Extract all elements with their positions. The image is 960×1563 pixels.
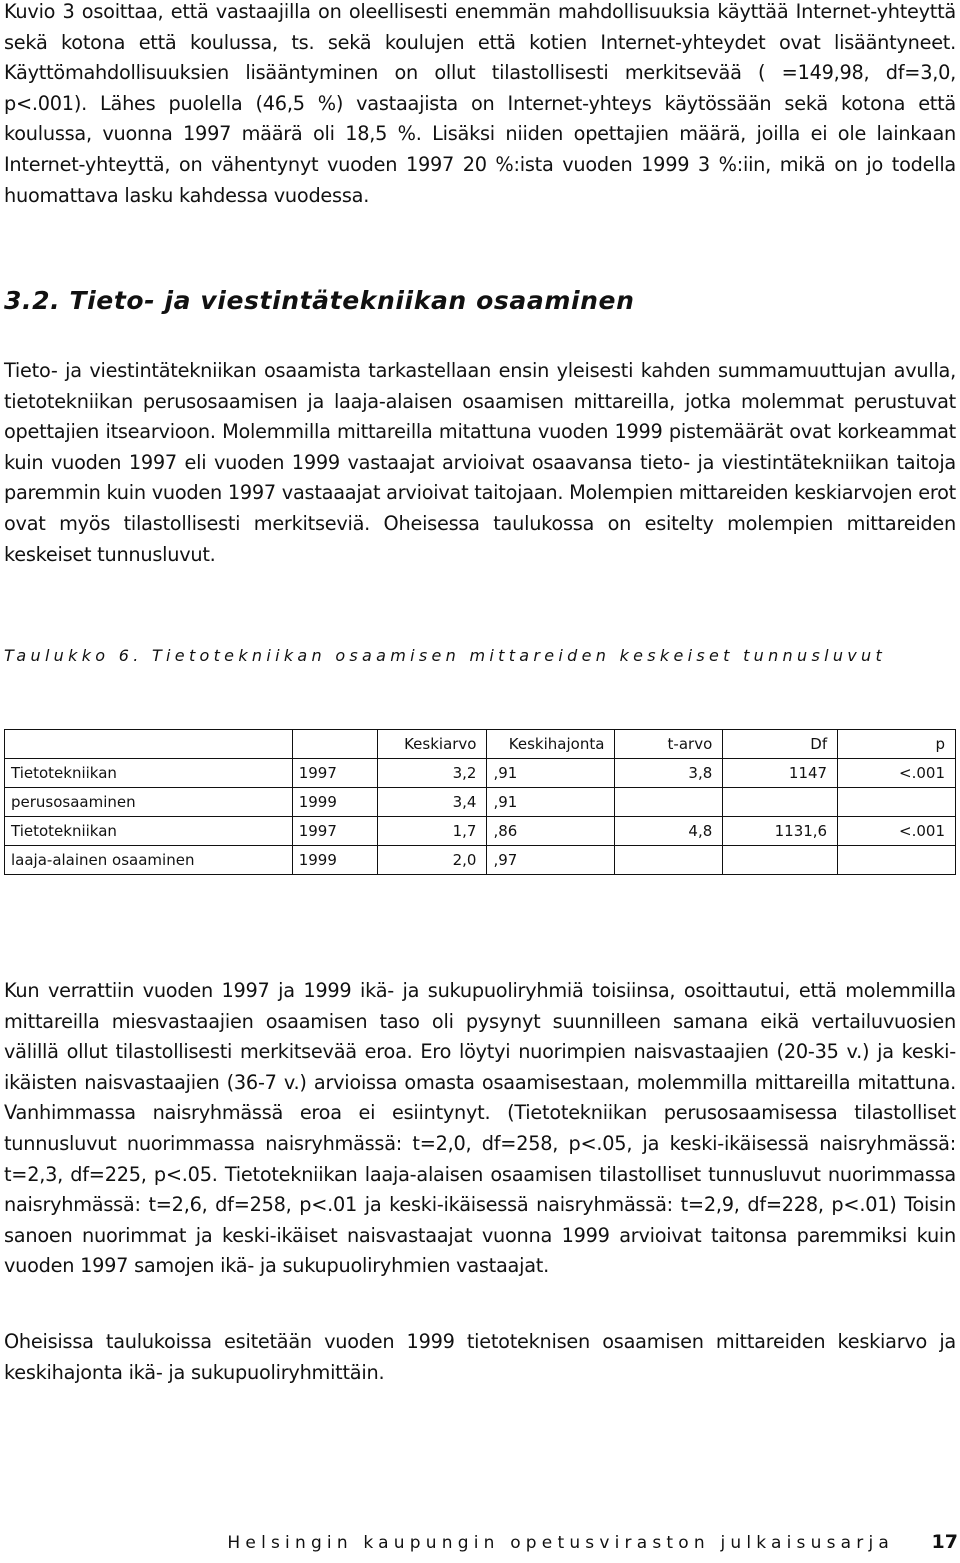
table-cell: laaja-alainen osaaminen <box>5 846 293 875</box>
table-cell <box>723 788 838 817</box>
table-row <box>5 846 956 875</box>
table-cell: 1147 <box>723 759 838 788</box>
table-row <box>5 817 956 846</box>
table-row <box>5 788 956 817</box>
table-header-cell: Keskiarvo <box>377 730 487 759</box>
table-cell: 1999 <box>292 846 377 875</box>
table-header-row <box>5 730 956 759</box>
table-cell: Tietotekniikan <box>5 759 293 788</box>
table-cell: 2,0 <box>377 846 487 875</box>
table-cell <box>838 788 956 817</box>
table-cell: ,91 <box>487 759 615 788</box>
table-cell <box>838 846 956 875</box>
table-header-cell <box>292 730 377 759</box>
table-caption: Taulukko 6. Tietotekniikan osaamisen mittareiden keskeiset tunnusluvut <box>4 646 887 665</box>
table-cell: <.001 <box>838 759 956 788</box>
table-cell: 1997 <box>292 817 377 846</box>
table-header-cell <box>5 730 293 759</box>
page-footer <box>0 1531 960 1559</box>
section-heading: 3.2. Tieto- ja viestintätekniikan osaaminen <box>4 286 635 315</box>
paragraph-internet-access: Kuvio 3 osoittaa, että vastaajilla on oleellisesti enemmän mahdollisuuksia käyttää Internet-yhteyttä sekä kotona että koulussa, ts. sekä koulujen että kotien Internet-yhteydet ovat lisääntyneet. Käyttömahdollisuuksien lisääntyminen on ollut tilastollisesti merkitsevää ( =149,98, df=3,0, p<.001). Lähes puolella (46,5 %) vastaajista on Internet-yhteys käytössään sekä kotona että koulussa, vuonna 1997 määrä oli 18,5 %. Lisäksi niiden opettajien määrä, joilla ei ole lainkaan Internet-yhteyttä, on vähentynyt vuoden 1997 20 %:ista vuoden 1999 3 %:iin, mikä on jo todella huomattava lasku kahdessa vuodessa. <box>4 0 956 207</box>
paragraph-table-intro: Oheisissa taulukoissa esitetään vuoden 1999 tietoteknisen osaamisen mittareiden keskiarvo ja keskihajonta ikä- ja sukupuoliryhmittäin. <box>4 1330 956 1384</box>
table-row <box>5 759 956 788</box>
publication-series: Helsingin kaupungin opetusviraston julkaisusarja <box>227 1533 894 1553</box>
table-header-cell: p <box>838 730 956 759</box>
table-cell <box>615 846 723 875</box>
table-cell: 1997 <box>292 759 377 788</box>
table-cell: 3,2 <box>377 759 487 788</box>
paragraph-age-gender-comparison: Kun verrattiin vuoden 1997 ja 1999 ikä- ja sukupuoliryhmiä toisiinsa, osoittautui, että molemmilla mittareilla miesvastaajien osaamisen taso oli pysynyt suunnilleen samana eikä vertailuvuosien välillä ollut tilastollisesti merkitsevää eroa. Ero löytyi nuorimpien naisvastaajien (20-35 v.) ja keski-ikäisten naisvastaajien (36-7 v.) arvioissa omasta osaamisestaan, molemmilla mittareilla mitattuna. Vanhimmassa naisryhmässä eroa ei esiintynyt. (Tietotekniikan perusosaamisessa tilastolliset tunnusluvut nuorimmassa naisryhmässä: t=2,0, df=258, p<.05, ja keski-ikäisessä naisryhmässä: t=2,3, df=225, p<.05. Tietotekniikan laaja-alaisen osaamisen tilastolliset tunnusluvut nuorimmassa naisryhmässä: t=2,6, df=258, p<.01 ja keski-ikäisessä naisryhmässä: t=2,9, df=228, p<.01) Toisin sanoen nuorimmat ja keski-ikäiset naisvastaajat vuonna 1999 arvioivat taitonsa paremmiksi kuin vuoden 1997 samojen ikä- ja sukupuoliryhmien vastaajat. <box>4 979 956 1278</box>
table-cell: 3,8 <box>615 759 723 788</box>
table-header-cell: Keskihajonta <box>487 730 615 759</box>
table-header-cell: t-arvo <box>615 730 723 759</box>
table-cell: 1131,6 <box>723 817 838 846</box>
stats-table <box>4 729 956 875</box>
table-cell <box>723 846 838 875</box>
paragraph-ict-skills: Tieto- ja viestintätekniikan osaamista tarkastellaan ensin yleisesti kahden summamuuttujan avulla, tietotekniikan perusosaamisen ja laaja-alaisen osaamisen mittareilla, jotka molemmat perustuvat opettajien itsearvioon. Molemmilla mittareilla mitattuna vuoden 1999 pistemäärät ovat korkeammat kuin vuoden 1997 eli vuoden 1999 vastaajat arvioivat osaavansa tieto- ja viestintätekniikan taitoja paremmin kuin vuoden 1997 vastaaajat arvioivat taitojaan. Molempien mittareiden keskiarvojen erot ovat myös tilastollisesti merkitseviä. Oheisessa taulukossa on esitelty molempien mittareiden keskeiset tunnusluvut. <box>4 359 956 566</box>
table-cell: 4,8 <box>615 817 723 846</box>
table-cell: <.001 <box>838 817 956 846</box>
table-cell: ,86 <box>487 817 615 846</box>
table-cell: ,91 <box>487 788 615 817</box>
table-cell <box>615 788 723 817</box>
table-cell: ,97 <box>487 846 615 875</box>
table-header-cell: Df <box>723 730 838 759</box>
table-cell: perusosaaminen <box>5 788 293 817</box>
page-number: 17 <box>931 1531 958 1553</box>
table-cell: 1999 <box>292 788 377 817</box>
table-cell: 3,4 <box>377 788 487 817</box>
table-cell: 1,7 <box>377 817 487 846</box>
table-cell: Tietotekniikan <box>5 817 293 846</box>
